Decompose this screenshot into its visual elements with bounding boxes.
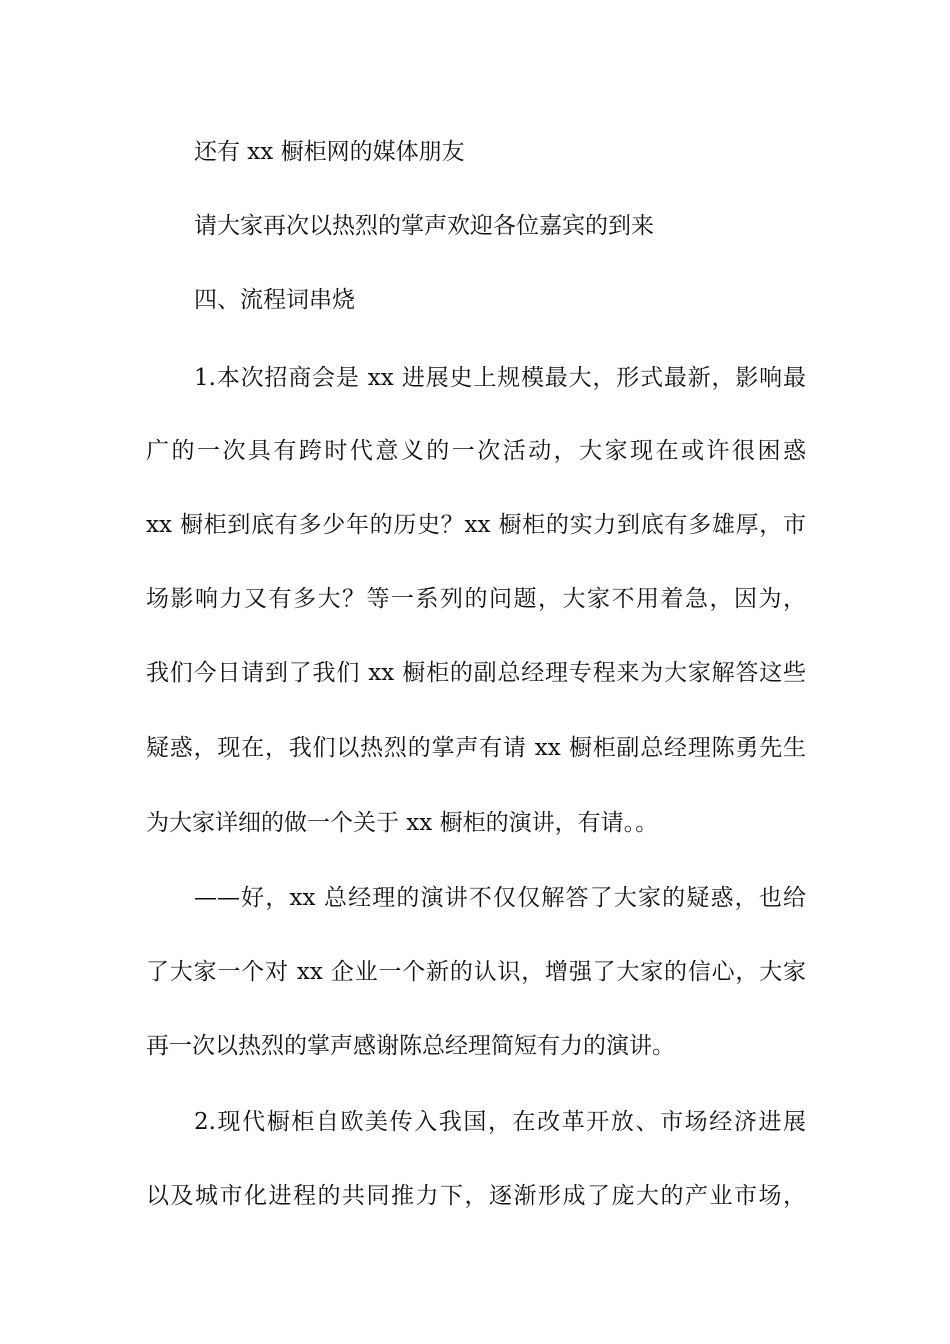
paragraph-line: 再一次以热烈的掌声感谢陈总经理简短有力的演讲。 — [146, 1033, 675, 1059]
paragraph-line: 2.现代橱柜自欧美传入我国，在改革开放、市场经济进展 — [194, 1109, 806, 1135]
section-heading: 四、流程词串烧 — [194, 287, 355, 313]
paragraph-line: 疑惑，现在，我们以热烈的掌声有请 xx 橱柜副总经理陈勇先生 — [146, 735, 806, 761]
paragraph-line: 以及城市化进程的共同推力下，逐渐形成了庞大的产业市场， — [146, 1183, 806, 1209]
paragraph-line: 场影响力又有多大？等一系列的问题，大家不用着急，因为， — [146, 586, 806, 612]
paragraph-line: 为大家详细的做一个关于 xx 橱柜的演讲，有请。。 — [146, 810, 659, 836]
paragraph-line: 请大家再次以热烈的掌声欢迎各位嘉宾的到来 — [194, 213, 654, 239]
paragraph-line: 我们今日请到了我们 xx 橱柜的副总经理专程来为大家解答这些 — [146, 660, 806, 686]
paragraph-line: 了大家一个对 xx 企业一个新的认识，增强了大家的信心，大家 — [146, 959, 806, 985]
paragraph-line: 还有 xx 橱柜网的媒体朋友 — [194, 139, 465, 165]
paragraph-line: xx 橱柜到底有多少年的历史？xx 橱柜的实力到底有多雄厚，市 — [146, 512, 806, 538]
paragraph-line: 1.本次招商会是 xx 进展史上规模最大，形式最新，影响最 — [194, 365, 806, 391]
paragraph-line: ——好，xx 总经理的演讲不仅仅解答了大家的疑惑，也给 — [194, 885, 806, 911]
paragraph-line: 广的一次具有跨时代意义的一次活动，大家现在或许很困惑 — [146, 438, 806, 464]
